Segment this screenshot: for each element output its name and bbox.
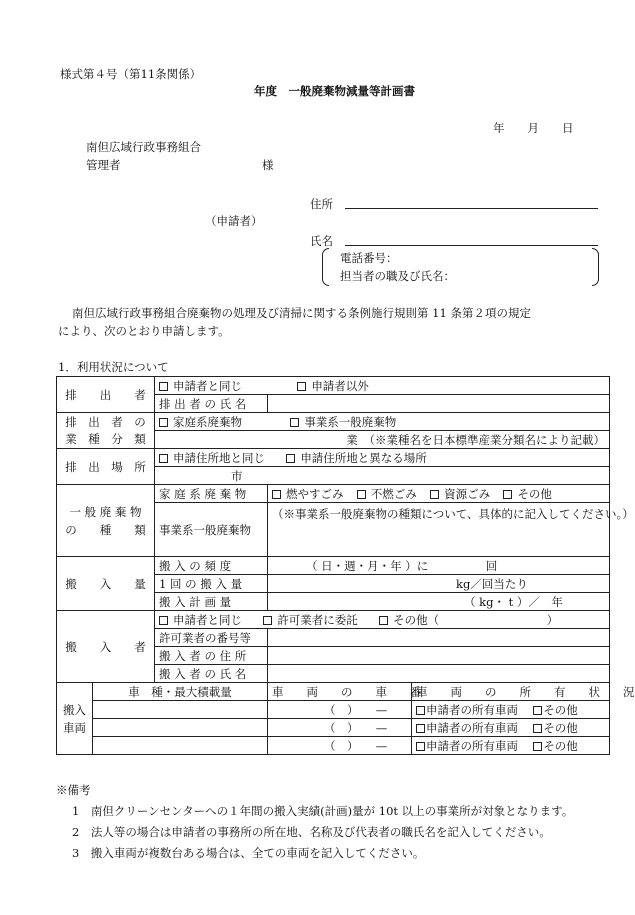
discharger-options[interactable] (155, 377, 610, 395)
checkbox-icon[interactable] (416, 706, 425, 715)
checkbox-icon[interactable] (159, 382, 168, 391)
checkbox-icon[interactable] (263, 616, 272, 625)
form-number: 様式第４号（第11条関係） (60, 67, 202, 81)
vehicle-owner-field[interactable]: 申請者の所有車両 その他 (412, 737, 610, 755)
honorific: 様 (262, 158, 274, 172)
name-label: 氏名 (310, 234, 333, 248)
business-waste-label: 事業系一般廃棄物 (155, 503, 268, 557)
checkbox-icon[interactable] (533, 706, 542, 715)
note-item: 3 搬入車両が複数台ある場合は、全ての車両を記入してください。 (72, 846, 425, 860)
per-time-label: 1 回 の 搬 入 量 (155, 575, 268, 593)
intro-line1: 南但広域行政事務組合廃棄物の処理及び清掃に関する条例施行規則第 11 条第２項の規定 (72, 306, 531, 320)
date-field[interactable]: 年 月 日 (493, 121, 574, 135)
location-label: 排 出 場 所 (57, 449, 155, 485)
frequency-label: 搬 入 の 頻 度 (155, 557, 268, 575)
vehicle-owner-header: 車 両 の 所 有 状 況 (412, 683, 610, 701)
license-no-field[interactable] (268, 629, 610, 647)
plan-field[interactable]: （ kg・ t ）／ 年 (268, 593, 610, 611)
opt-same-address: 申請住所地と同じ (173, 450, 265, 465)
opt-business: 事業系一般廃棄物 (304, 414, 397, 429)
opt-burnable: 燃やすごみ (286, 486, 344, 501)
waste-type-label: 一 般 廃 棄 物 の 種 類 (57, 485, 155, 557)
carrier-name-label: 搬 入 者 の 氏 名 (155, 665, 268, 683)
checkbox-icon[interactable] (430, 490, 439, 499)
note-item: 2 法人等の場合は申請者の事務所の所在地、名称及び代表者の職氏名を記入してください。 (72, 825, 551, 839)
notes (56, 780, 573, 864)
carrier-address-field[interactable] (268, 647, 610, 665)
city-label: 市 (231, 468, 243, 483)
vehicle-plate-field[interactable]: （ ） — (268, 719, 412, 737)
section-heading: 1．利用状況について (58, 360, 169, 374)
vehicle-type-field[interactable] (93, 701, 268, 719)
opt-same-applicant: 申請者と同じ (173, 378, 242, 393)
industry-label: 排 出 者 の 業 種 分 類 (57, 413, 155, 449)
checkbox-icon[interactable] (272, 490, 281, 499)
opt-other-applicant: 申請者以外 (311, 378, 369, 393)
left-bracket (322, 248, 329, 286)
discharger-name-label: 排 出 者 の 氏 名 (155, 395, 268, 413)
vehicle-label: 搬入 車両 (57, 683, 93, 755)
vehicle-type-field[interactable] (93, 719, 268, 737)
name-input-line[interactable] (345, 245, 598, 246)
applicant-label: （申請者） (205, 214, 263, 228)
carrier-label: 搬 入 者 (57, 611, 155, 683)
checkbox-icon[interactable] (533, 724, 542, 733)
city-field[interactable] (155, 467, 610, 485)
opt-carrier-same: 申請者と同じ (173, 612, 242, 627)
opt-nonburnable: 不燃ごみ (370, 486, 417, 501)
industry-note: 業 （※業種名を日本標準産業分類名により記載） (155, 431, 610, 449)
page-title: 年度 一般廃棄物減量等計画書 (254, 84, 415, 98)
checkbox-icon[interactable] (290, 418, 299, 427)
license-no-label: 許可業者の番号等 (155, 629, 268, 647)
vehicle-plate-header: 車 両 の 車 番 (268, 683, 412, 701)
checkbox-icon[interactable] (159, 418, 168, 427)
checkbox-icon[interactable] (357, 490, 366, 499)
carrier-address-label: 搬 入 者 の 住 所 (155, 647, 268, 665)
opt-carrier-other: その他（ (393, 612, 440, 627)
plan-label: 搬 入 計 画 量 (155, 593, 268, 611)
opt-carrier-licensed: 許可業者に委託 (277, 612, 358, 627)
household-waste-label: 家 庭 系 廃 棄 物 (155, 485, 268, 503)
address-input-line[interactable] (345, 208, 598, 209)
opt-household: 家庭系廃棄物 (173, 414, 242, 429)
business-waste-field[interactable] (268, 503, 634, 557)
opt-resource: 資源ごみ (444, 486, 491, 501)
checkbox-icon[interactable] (286, 454, 295, 463)
checkbox-icon[interactable] (416, 724, 425, 733)
addressee-org: 南但広域行政事務組合 (86, 140, 201, 154)
vehicle-owner-field[interactable]: 申請者の所有車両 その他 (412, 719, 610, 737)
vehicle-plate-field[interactable]: （ ） — (268, 701, 412, 719)
per-time-field[interactable]: kg／回当たり (268, 575, 610, 593)
location-options[interactable] (155, 449, 610, 467)
checkbox-icon[interactable] (159, 454, 168, 463)
note-item: 1 南但クリーンセンターへの１年間の搬入実績(計画)量が 10t 以上の事業所が対象となります。 (72, 804, 574, 818)
checkbox-icon[interactable] (503, 490, 512, 499)
frequency-field[interactable]: （ 日・週・月・年 ）に 回 (268, 557, 610, 575)
right-bracket (592, 248, 599, 286)
checkbox-icon[interactable] (533, 742, 542, 751)
checkbox-icon[interactable] (159, 616, 168, 625)
carrier-name-field[interactable] (268, 665, 610, 683)
discharger-name-field[interactable] (268, 395, 610, 413)
opt-other: その他 (517, 486, 552, 501)
vehicle-type-field[interactable] (93, 737, 268, 755)
household-waste-options[interactable] (268, 485, 610, 503)
addressee-role: 管理者 (86, 158, 121, 172)
amount-label: 搬 入 量 (57, 557, 155, 611)
vehicle-type-header: 車 種・最大積載量 (93, 683, 268, 701)
carrier-options[interactable] (155, 611, 610, 629)
opt-diff-address: 申請住所地と異なる場所 (300, 450, 427, 465)
address-label: 住所 (310, 197, 333, 211)
industry-options[interactable] (155, 413, 610, 431)
close-paren: ） (546, 612, 559, 627)
discharger-label: 排 出 者 (57, 377, 155, 413)
contact-label: 担当者の職及び氏名： (340, 269, 455, 283)
vehicle-plate-field[interactable]: （ ） — (268, 737, 412, 755)
checkbox-icon[interactable] (416, 742, 425, 751)
checkbox-icon[interactable] (297, 382, 306, 391)
checkbox-icon[interactable] (379, 616, 388, 625)
notes-heading: ※備考 (56, 783, 91, 797)
phone-label: 電話番号： (340, 251, 398, 265)
business-waste-note: （※事業系一般廃棄物の種類について、具体的に記入してください。） (272, 507, 634, 521)
intro-line2: により、次のとおり申請します。 (58, 324, 230, 338)
usage-table (56, 376, 635, 755)
vehicle-owner-field[interactable]: 申請者の所有車両 その他 (412, 701, 610, 719)
